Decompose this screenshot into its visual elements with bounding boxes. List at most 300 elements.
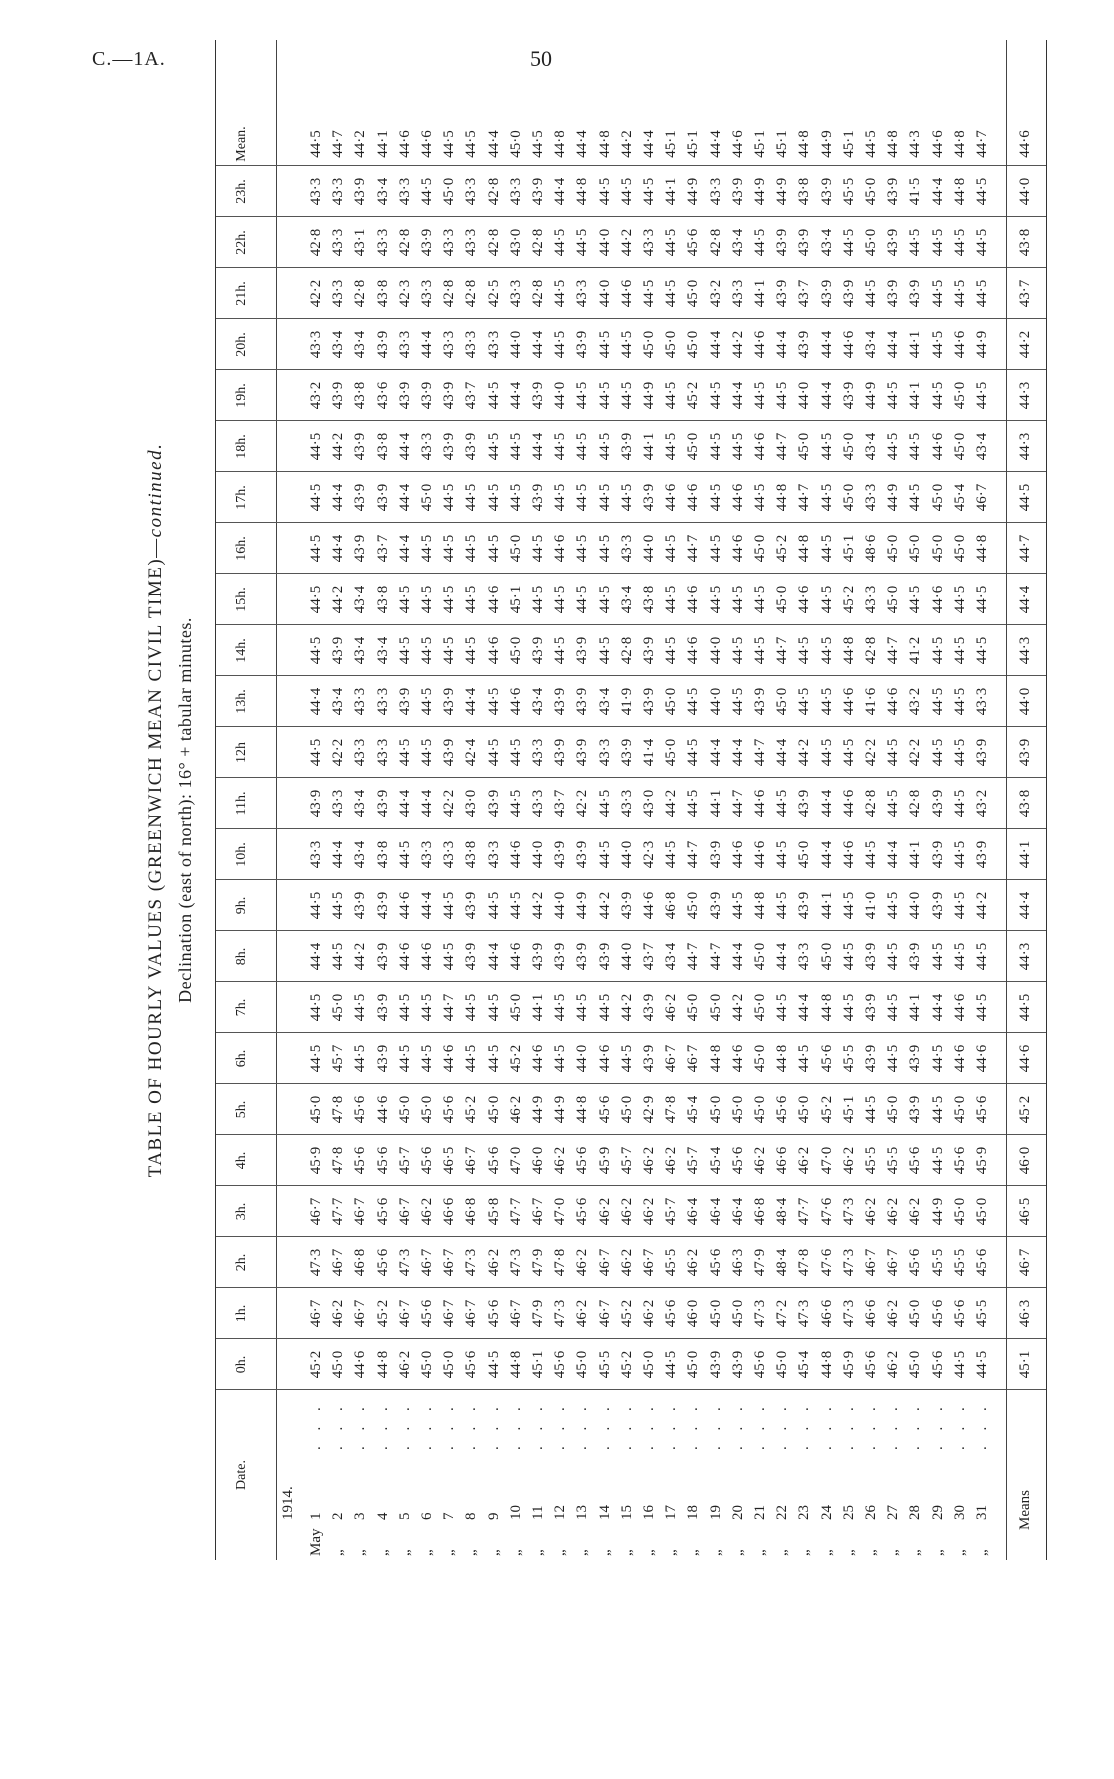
- table-cell: 45·0: [729, 1299, 746, 1328]
- table-cell: 44·4: [729, 942, 746, 971]
- table-cell: 44·5: [663, 228, 680, 257]
- table-cell: 43·9: [330, 636, 347, 665]
- table-cell: 46·8: [663, 891, 680, 920]
- table-cell: 43·9: [352, 534, 369, 563]
- table-cell: 44·5: [929, 636, 946, 665]
- table-cell: 44·9: [641, 381, 657, 410]
- ditto-mark: „: [574, 1549, 591, 1556]
- ditto-mark: „: [752, 1549, 768, 1556]
- table-cell: 47·0: [552, 1197, 569, 1226]
- table-cell: 44·5: [330, 891, 347, 920]
- table-cell: 44·5: [463, 483, 480, 512]
- table-cell: 44·9: [885, 483, 902, 512]
- table-cell: 43·9: [974, 738, 990, 767]
- leader-dots: . . .: [907, 1401, 924, 1450]
- table-cell: 43·4: [530, 687, 546, 716]
- leader-dots: . . .: [485, 1401, 502, 1450]
- table-cell: 46·4: [685, 1197, 702, 1226]
- table-cell: 44·5: [840, 228, 857, 257]
- row-mean-cell: 44·5: [863, 130, 879, 158]
- ditto-mark: „: [352, 1549, 369, 1556]
- table-cell: 43·9: [396, 381, 413, 410]
- leader-dots: . . .: [352, 1401, 369, 1450]
- table-cell: 43·9: [441, 432, 458, 461]
- table-cell: 42·2: [330, 738, 347, 767]
- ditto-mark: „: [774, 1549, 791, 1556]
- day-number: 5: [396, 1512, 413, 1520]
- table-cell: 47·7: [796, 1197, 813, 1226]
- means-cell: 44·5: [1017, 993, 1033, 1022]
- table-cell: 44·4: [396, 432, 413, 461]
- table-cell: 43·3: [707, 177, 724, 206]
- day-number: 13: [574, 1505, 591, 1520]
- table-cell: 46·7: [596, 1299, 613, 1328]
- table-cell: 44·1: [641, 432, 657, 461]
- ditto-mark: „: [729, 1549, 746, 1556]
- table-cell: 45·6: [574, 1197, 591, 1226]
- table-cell: 44·4: [818, 381, 835, 410]
- table-cell: 45·6: [774, 1095, 791, 1124]
- means-cell: 43·7: [1017, 279, 1033, 308]
- table-cell: 45·0: [507, 993, 524, 1022]
- table-cell: 44·5: [663, 840, 680, 869]
- table-cell: 44·5: [685, 738, 702, 767]
- day-number: 17: [663, 1505, 680, 1520]
- row-mean-cell: 44·6: [929, 130, 946, 158]
- table-cell: 43·9: [596, 942, 613, 971]
- table-cell: 44·0: [707, 636, 724, 665]
- table-cell: 45·6: [596, 1095, 613, 1124]
- table-cell: 45·0: [663, 330, 680, 359]
- table-cell: 43·3: [352, 738, 369, 767]
- table-cell: 45·0: [863, 228, 879, 257]
- table-cell: 44·5: [818, 636, 835, 665]
- table-cell: 44·5: [663, 585, 680, 614]
- table-cell: 44·5: [729, 432, 746, 461]
- table-cell: 43·3: [796, 942, 813, 971]
- table-cell: 45·0: [641, 330, 657, 359]
- table-cell: 45·6: [951, 1299, 968, 1328]
- table-cell: 43·3: [441, 228, 458, 257]
- table-cell: 44·1: [818, 891, 835, 920]
- leader-dots: . . .: [441, 1401, 458, 1450]
- table-cell: 43·3: [396, 177, 413, 206]
- table-cell: 47·8: [796, 1248, 813, 1277]
- table-cell: 42·2: [907, 738, 924, 767]
- table-cell: 44·6: [752, 330, 768, 359]
- table-cell: 44·6: [618, 279, 635, 308]
- column-header: 1h.: [234, 1304, 249, 1323]
- table-cell: 45·0: [507, 636, 524, 665]
- table-cell: 46·7: [308, 1197, 324, 1226]
- table-cell: 45·2: [840, 585, 857, 614]
- table-cell: 47·3: [796, 1299, 813, 1328]
- table-cell: 45·1: [530, 1350, 546, 1379]
- table-cell: 44·7: [796, 483, 813, 512]
- leader-dots: . . .: [663, 1401, 680, 1450]
- table-cell: 44·5: [974, 177, 990, 206]
- table-cell: 44·5: [419, 1044, 435, 1073]
- table-cell: 46·4: [707, 1197, 724, 1226]
- table-cell: 45·6: [463, 1350, 480, 1379]
- table-cell: 44·5: [885, 381, 902, 410]
- table-cell: 44·4: [330, 483, 347, 512]
- table-cell: 44·5: [596, 483, 613, 512]
- leader-dots: . . .: [419, 1401, 435, 1450]
- leader-dots: . . .: [308, 1401, 324, 1450]
- table-cell: 44·2: [796, 738, 813, 767]
- row-mean-cell: 44·5: [463, 130, 480, 158]
- table-cell: 43·3: [463, 177, 480, 206]
- row-mean-cell: 44·2: [618, 130, 635, 158]
- table-cell: 47·8: [552, 1248, 569, 1277]
- table-cell: 44·5: [951, 279, 968, 308]
- table-cell: 44·5: [596, 534, 613, 563]
- table-cell: 45·0: [308, 1095, 324, 1124]
- table-cell: 44·5: [907, 585, 924, 614]
- table-cell: 43·9: [419, 228, 435, 257]
- means-mean-cell: 44·6: [1017, 130, 1033, 158]
- table-cell: 44·9: [574, 891, 591, 920]
- table-cell: 43·9: [774, 228, 791, 257]
- day-number: 30: [951, 1505, 968, 1520]
- table-cell: 45·2: [618, 1350, 635, 1379]
- table-cell: 43·9: [374, 891, 391, 920]
- table-row: [508, 40, 530, 1560]
- table-cell: 44·5: [752, 381, 768, 410]
- table-cell: 44·5: [974, 279, 990, 308]
- table-cell: 46·2: [485, 1248, 502, 1277]
- table-cell: 45·2: [818, 1095, 835, 1124]
- table-cell: 44·5: [552, 1044, 569, 1073]
- table-row: [397, 40, 419, 1560]
- table-cell: 44·6: [951, 1044, 968, 1073]
- table-cell: 44·5: [840, 738, 857, 767]
- table-cell: 47·3: [308, 1248, 324, 1277]
- table-cell: 44·5: [929, 381, 946, 410]
- table-cell: 44·5: [774, 993, 791, 1022]
- table-cell: 44·5: [485, 534, 502, 563]
- day-number: 3: [352, 1512, 369, 1520]
- row-mean-cell: 44·4: [485, 130, 502, 158]
- table-cell: 44·5: [396, 993, 413, 1022]
- table-cell: 43·9: [330, 381, 347, 410]
- means-cell: 44·7: [1017, 534, 1033, 563]
- table-cell: 44·9: [929, 1197, 946, 1226]
- table-cell: 44·5: [951, 789, 968, 818]
- table-cell: 44·4: [818, 330, 835, 359]
- table-cell: 44·5: [308, 585, 324, 614]
- table-cell: 45·0: [330, 993, 347, 1022]
- table-cell: 43·9: [352, 177, 369, 206]
- table-cell: 43·3: [618, 789, 635, 818]
- table-cell: 44·8: [774, 1044, 791, 1073]
- table-cell: 44·5: [596, 789, 613, 818]
- table-cell: 43·9: [929, 840, 946, 869]
- table-cell: 48·4: [774, 1197, 791, 1226]
- year-label: 1914.: [280, 1486, 296, 1520]
- table-cell: 44·5: [485, 891, 502, 920]
- leader-dots: . . .: [530, 1401, 546, 1450]
- table-cell: 43·9: [863, 942, 879, 971]
- table-cell: 43·9: [885, 177, 902, 206]
- table-cell: 46·2: [419, 1197, 435, 1226]
- table-cell: 44·5: [308, 636, 324, 665]
- table-cell: 44·5: [485, 483, 502, 512]
- column-header: 22h.: [234, 230, 249, 255]
- table-cell: 44·4: [396, 534, 413, 563]
- ditto-mark: „: [974, 1549, 990, 1556]
- table-cell: 45·0: [396, 1095, 413, 1124]
- row-mean-cell: 44·4: [641, 130, 657, 158]
- table-cell: 44·6: [729, 483, 746, 512]
- table-cell: 43·9: [574, 687, 591, 716]
- table-cell: 43·9: [441, 381, 458, 410]
- table-cell: 44·5: [707, 534, 724, 563]
- table-cell: 46·2: [618, 1248, 635, 1277]
- table-cell: 46·2: [641, 1299, 657, 1328]
- table-cell: 46·7: [352, 1197, 369, 1226]
- table-cell: 46·6: [774, 1146, 791, 1175]
- day-number: 11: [530, 1505, 546, 1520]
- table-cell: 44·5: [818, 687, 835, 716]
- table-cell: 45·2: [463, 1095, 480, 1124]
- table-cell: 46·7: [330, 1248, 347, 1277]
- row-mean-cell: 45·1: [840, 130, 857, 158]
- table-cell: 44·5: [774, 789, 791, 818]
- table-cell: 44·5: [840, 942, 857, 971]
- table-cell: 43·9: [774, 279, 791, 308]
- leader-dots: . . .: [507, 1401, 524, 1450]
- table-cell: 45·2: [618, 1299, 635, 1328]
- leader-dots: . . .: [596, 1401, 613, 1450]
- data-table: [215, 40, 1047, 1560]
- table-cell: 44·4: [818, 789, 835, 818]
- table-cell: 43·3: [308, 330, 324, 359]
- column-header: 14h.: [234, 638, 249, 663]
- ditto-mark: „: [596, 1549, 613, 1556]
- ditto-mark: „: [885, 1549, 902, 1556]
- table-cell: 44·5: [752, 636, 768, 665]
- table-cell: 47·0: [507, 1146, 524, 1175]
- leader-dots: . . .: [374, 1401, 391, 1450]
- table-cell: 44·8: [796, 534, 813, 563]
- table-cell: 43·3: [330, 177, 347, 206]
- row-mean-cell: 45·1: [685, 130, 702, 158]
- table-cell: 44·6: [840, 789, 857, 818]
- table-cell: 45·0: [774, 1350, 791, 1379]
- table-cell: 44·5: [552, 993, 569, 1022]
- table-cell: 44·0: [907, 891, 924, 920]
- table-cell: 45·1: [507, 585, 524, 614]
- table-cell: 44·6: [840, 330, 857, 359]
- row-mean-cell: 44·8: [885, 130, 902, 158]
- table-cell: 45·2: [374, 1299, 391, 1328]
- table-cell: 45·0: [663, 687, 680, 716]
- table-cell: 43·9: [530, 942, 546, 971]
- column-header: 23h.: [234, 179, 249, 204]
- table-cell: 43·9: [618, 891, 635, 920]
- table-cell: 42·8: [463, 279, 480, 308]
- row-mean-cell: 44·1: [374, 130, 391, 158]
- table-cell: 44·8: [574, 1095, 591, 1124]
- table-cell: 44·6: [552, 534, 569, 563]
- table-cell: 44·5: [752, 483, 768, 512]
- means-cell: 45·1: [1017, 1350, 1033, 1379]
- row-mean-cell: 45·0: [507, 130, 524, 158]
- table-cell: 43·0: [463, 789, 480, 818]
- table-cell: 43·9: [796, 789, 813, 818]
- table-cell: 41·9: [618, 687, 635, 716]
- table-cell: 44·0: [796, 381, 813, 410]
- table-cell: 44·4: [796, 993, 813, 1022]
- table-cell: 44·7: [707, 942, 724, 971]
- table-cell: 44·4: [929, 993, 946, 1022]
- table-cell: 45·6: [907, 1146, 924, 1175]
- table-cell: 44·5: [308, 1044, 324, 1073]
- table-cell: 45·0: [752, 534, 768, 563]
- table-cell: 45·0: [729, 1095, 746, 1124]
- ditto-mark: „: [863, 1549, 879, 1556]
- table-cell: 44·0: [596, 279, 613, 308]
- table-cell: 44·5: [618, 1044, 635, 1073]
- table-cell: 43·9: [552, 840, 569, 869]
- table-cell: 43·2: [974, 789, 990, 818]
- column-header: 16h.: [234, 536, 249, 561]
- table-cell: 43·3: [729, 279, 746, 308]
- table-cell: 44·1: [907, 840, 924, 869]
- table-cell: 44·1: [907, 381, 924, 410]
- table-cell: 44·4: [419, 330, 435, 359]
- table-cell: 43·9: [574, 840, 591, 869]
- table-cell: 43·4: [863, 330, 879, 359]
- table-cell: 44·5: [818, 585, 835, 614]
- table-cell: 43·9: [374, 993, 391, 1022]
- table-row: [574, 40, 596, 1560]
- table-cell: 44·5: [641, 177, 657, 206]
- table-cell: 44·5: [974, 993, 990, 1022]
- table-cell: 44·2: [663, 789, 680, 818]
- day-number: 16: [641, 1505, 657, 1520]
- table-cell: 43·3: [419, 840, 435, 869]
- table-cell: 44·5: [885, 891, 902, 920]
- table-cell: 42·8: [530, 228, 546, 257]
- day-number: 2: [330, 1512, 347, 1520]
- table-cell: 43·9: [885, 228, 902, 257]
- table-cell: 46·2: [840, 1146, 857, 1175]
- table-cell: 43·7: [463, 381, 480, 410]
- table-cell: 45·0: [907, 1299, 924, 1328]
- table-cell: 44·4: [774, 738, 791, 767]
- table-cell: 45·0: [752, 942, 768, 971]
- table-cell: 45·4: [951, 483, 968, 512]
- table-cell: 44·6: [885, 687, 902, 716]
- table-cell: 44·9: [685, 177, 702, 206]
- leader-dots: . . .: [618, 1401, 635, 1450]
- table-cell: 44·5: [796, 687, 813, 716]
- table-cell: 44·5: [463, 534, 480, 563]
- table-cell: 44·4: [729, 738, 746, 767]
- table-cell: 43·9: [641, 636, 657, 665]
- table-cell: 43·3: [485, 840, 502, 869]
- table-cell: 44·5: [885, 1044, 902, 1073]
- table-cell: 44·4: [774, 942, 791, 971]
- means-cell: 44·4: [1017, 891, 1033, 920]
- table-cell: 45·0: [641, 1350, 657, 1379]
- day-number: 20: [729, 1505, 746, 1520]
- table-cell: 43·9: [840, 381, 857, 410]
- table-cell: 44·6: [396, 891, 413, 920]
- ditto-mark: „: [840, 1549, 857, 1556]
- table-cell: 45·6: [907, 1248, 924, 1277]
- table-cell: 43·9: [840, 279, 857, 308]
- table-cell: 45·7: [663, 1197, 680, 1226]
- table-cell: 47·8: [330, 1095, 347, 1124]
- table-cell: 44·5: [863, 279, 879, 308]
- row-mean-cell: 44·8: [796, 130, 813, 158]
- table-cell: 44·6: [729, 840, 746, 869]
- day-number: 10: [507, 1505, 524, 1520]
- table-cell: 44·4: [308, 687, 324, 716]
- means-cell: 45·2: [1017, 1095, 1033, 1124]
- table-cell: 44·5: [951, 738, 968, 767]
- table-cell: 43·4: [352, 330, 369, 359]
- table-cell: 43·9: [707, 891, 724, 920]
- table-cell: 46·2: [885, 1299, 902, 1328]
- table-row: [308, 40, 330, 1560]
- row-mean-cell: 44·5: [308, 130, 324, 158]
- table-cell: 44·5: [707, 432, 724, 461]
- table-cell: 45·0: [685, 432, 702, 461]
- table-cell: 44·5: [352, 1044, 369, 1073]
- table-cell: 43·9: [530, 483, 546, 512]
- table-cell: 42·4: [463, 738, 480, 767]
- table-cell: 44·6: [840, 840, 857, 869]
- table-cell: 45·0: [885, 1095, 902, 1124]
- table-cell: 44·5: [974, 636, 990, 665]
- table-cell: 47·3: [840, 1299, 857, 1328]
- table-cell: 44·0: [707, 687, 724, 716]
- table-cell: 44·4: [507, 381, 524, 410]
- table-cell: 43·3: [574, 279, 591, 308]
- table-cell: 43·9: [729, 177, 746, 206]
- table-cell: 43·3: [308, 840, 324, 869]
- table-cell: 45·5: [840, 1044, 857, 1073]
- table-cell: 45·6: [663, 1299, 680, 1328]
- table-cell: 45·0: [330, 1350, 347, 1379]
- table-cell: 43·3: [530, 789, 546, 818]
- table-cell: 47·0: [818, 1146, 835, 1175]
- table-cell: 44·5: [596, 330, 613, 359]
- table-cell: 43·4: [863, 432, 879, 461]
- table-cell: 44·5: [463, 585, 480, 614]
- table-cell: 44·5: [951, 1350, 968, 1379]
- table-cell: 44·5: [929, 942, 946, 971]
- table-cell: 43·3: [374, 228, 391, 257]
- table-cell: 45·0: [951, 1095, 968, 1124]
- table-cell: 43·4: [818, 228, 835, 257]
- table-row: [597, 40, 619, 1560]
- means-cell: 44·0: [1017, 687, 1033, 716]
- table-cell: 45·6: [374, 1146, 391, 1175]
- table-cell: 45·0: [663, 738, 680, 767]
- table-cell: 44·8: [752, 891, 768, 920]
- table-cell: 45·6: [929, 1299, 946, 1328]
- table-cell: 44·7: [441, 993, 458, 1022]
- table-cell: 42·8: [441, 279, 458, 308]
- table-cell: 45·0: [796, 1095, 813, 1124]
- table-cell: 43·9: [441, 687, 458, 716]
